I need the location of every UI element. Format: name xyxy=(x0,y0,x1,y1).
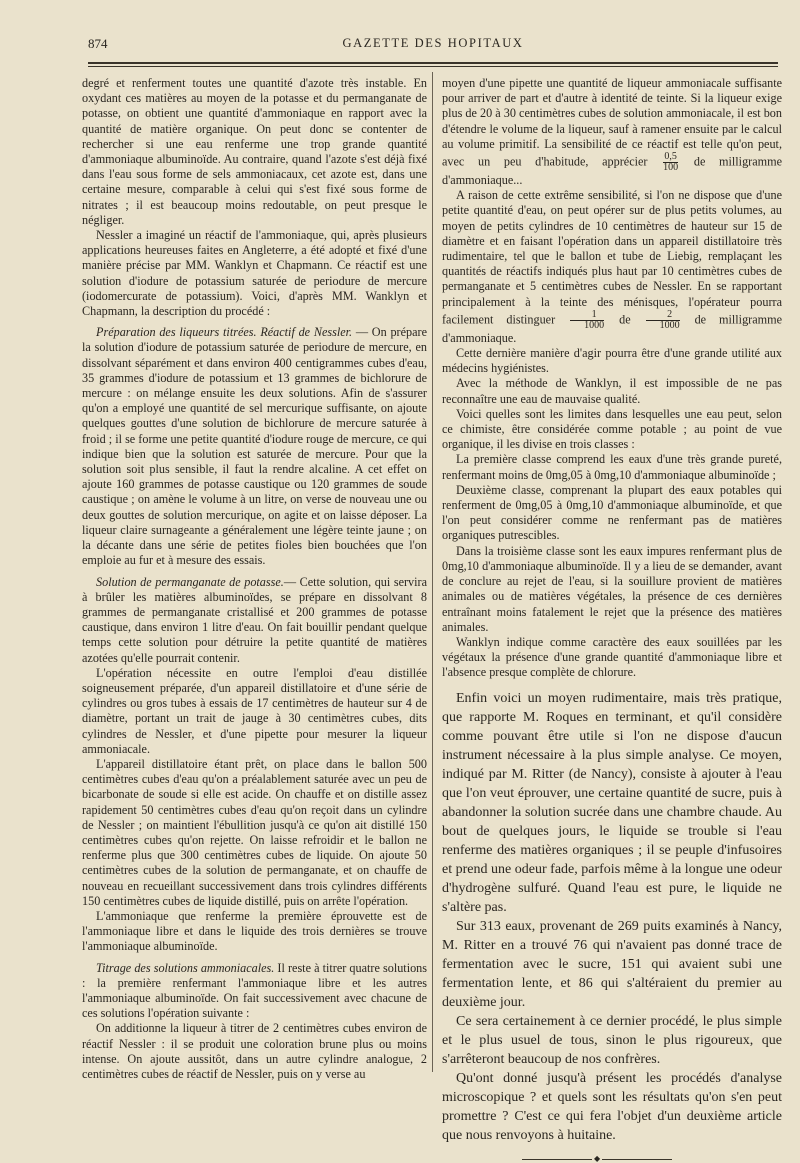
header-rule-thin xyxy=(88,66,778,67)
fraction-denominator: 1000 xyxy=(659,319,680,331)
paragraph: La première classe comprend les eaux d'une très grande pureté, renfermant moins de 0mg,05 à 0mg,10 d'ammoniaque albuminoïde ; xyxy=(442,452,782,482)
paragraph: Cette dernière manière d'agir pourra être d'une grande utilité aux médecins hygiénistes. xyxy=(442,346,782,376)
right-column xyxy=(442,76,782,1163)
diamond-icon: ◆ xyxy=(594,1153,601,1163)
paragraph: Nessler a imaginé un réactif de l'ammoniaque, qui, après plusieurs applications heureuses faites en Angleterre, a été adopté et fixé d'une manière précise par MM. Wanklyn et Chapmann. Ce réactif est une solution d'iodure de potassium saturée de periodure de mercure (iodomercurate de potassium). Voici, d'après MM. Wanklyn et Chapmann, la description du procédé : xyxy=(82,228,427,319)
section-heading: Titrage des solutions ammoniacales. xyxy=(96,960,275,975)
column-separator xyxy=(432,72,433,1072)
paragraph-text: de milligramme d'ammoniaque... xyxy=(442,154,782,188)
paragraph: Wanklyn indique comme caractère des eaux souillées par les végétaux la présence d'une grande quantité d'ammoniaque libre et l'absence presque complète de chlorure. xyxy=(442,634,782,680)
paragraph: Avec la méthode de Wanklyn, il est impossible de ne pas reconnaître une eau de mauvaise qualité. xyxy=(442,376,782,406)
paragraph: Deuxième classe, comprenant la plupart des eaux potables qui renferment de 0mg,05 à 0mg,10 d'ammoniaque albuminoïde, et que l'on peut considérer comme ne renfermant pas de matières organiques putrescibles. xyxy=(442,482,782,543)
paragraph xyxy=(82,325,427,568)
section-heading: Préparation des liqueurs titrées. Réactif de Nessler. xyxy=(96,325,353,340)
paragraph-text: de xyxy=(606,312,644,327)
paragraph: degré et renferment toutes une quantité d'azote très instable. En oxydant ces matières au moyen de la potasse et du permanganate de potasse, on obtient une quantité d'ammoniaque en rapport avec la quantité de matière organique. On peut donc se contenter de rechercher si une eau renferme une trop grande quantité d'ammoniaque albuminoïde. Au contraire, quand l'azote s'est déjà fixé dans l'eau sous forme de sels ammoniacaux, cet azote est, dans une certaine mesure, comparable à celui qui s'est fixé sous forme de nitrates ; il est beaucoup moins redoutable, on peut presque le négliger. xyxy=(82,76,427,227)
end-ornament xyxy=(522,1155,672,1163)
page-header xyxy=(88,34,778,56)
journal-title: GAZETTE DES HOPITAUX xyxy=(342,36,524,50)
fraction xyxy=(663,152,678,173)
fraction-numerator: 1 xyxy=(570,310,604,321)
paragraph xyxy=(442,76,782,188)
paragraph: On additionne la liqueur à titrer de 2 centimètres cubes environ de réactif Nessler : il se produit une coloration brune plus ou moins intense. On ajoute aussitôt, dans un autre cylindre analogue, 2 centimètres cubes de réactif de Nessler, puis on y verse au xyxy=(82,1021,427,1081)
paragraph xyxy=(82,575,427,666)
header-rule-thick xyxy=(88,62,778,64)
paragraph xyxy=(442,188,782,346)
fraction-denominator: 100 xyxy=(663,162,679,174)
fraction xyxy=(570,310,604,331)
fraction xyxy=(646,310,680,331)
paragraph: Dans la troisième classe sont les eaux impures renfermant plus de 0mg,10 d'ammoniaque albuminoïde. Il y a lieu de se demander, avant de conclure au rejet de l'eau, si la souillure provient de matières animales ou de matières végétales, la présence de ces dernières entraînant moins fatalement le rejet que la présence des matières animales. xyxy=(442,543,782,634)
paragraph-text: A raison de cette extrême sensibilité, si l'on ne dispose que d'une petite quantité d'eau, on peut opérer sur de plus petits volumes, au moyen de petits cylindres de 10 centimètres de hauteur sur 15 de diamètre et en faisant l'opération dans un appareil distillatoire très rudimentaire, tel que le ballon et tube de Liebig, remplaçant les quantités de réactifs indiqués plus haut par 10 centimètres cubes de permanganate et 5 centimètres cubes de Nessler. En se rapportant principalement à la teinte des ménisques, l'opérateur pourra facilement distinguer xyxy=(442,188,782,327)
fraction-numerator: 2 xyxy=(646,310,680,321)
paragraph: Qu'ont donné jusqu'à présent les procédés d'analyse microscopique ? et quels sont les résultats qu'on s'en peut promettre ? C'est ce qui fera l'objet d'un deuxième article que nous renvoyons à huitaine. xyxy=(442,1070,782,1143)
fraction-denominator: 1000 xyxy=(584,319,605,331)
section-heading: Solution de permanganate de potasse. xyxy=(96,574,284,589)
paragraph: Enfin voici un moyen rudimentaire, mais très pratique, que rapporte M. Roques en terminant, et qu'il considère comme pouvant être utile si l'on ne dispose d'aucun instrument nécessaire à la plus simple analyse. Ce moyen, indiqué par M. Ritter (de Nancy), consiste à ajouter à l'eau que l'on veut éprouver, une certaine quantité de sucre, puis à abandonner la solution sucrée dans une chambre chaude. Au bout de quelques jours, le liquide se trouble si l'eau renferme des matières organiques ; il se peuple d'infusoires et prend une odeur fade, parfois même à la longue une odeur d'hydrogène sulfuré. Quand l'eau est pure, le liquide ne s'altère pas. xyxy=(442,690,782,915)
paragraph: L'ammoniaque que renferme la première éprouvette est de l'ammoniaque libre et dans le liquide des trois dernières se trouve l'ammoniaque albuminoïde. xyxy=(82,908,427,954)
paragraph: L'appareil distillatoire étant prêt, on place dans le ballon 500 centimètres cubes d'eau qu'on a préalablement saturée avec un peu de bicarbonate de soude si elle est acide. On chauffe et on distille assez rapidement 50 centimètres cubes d'eau qu'on reçoit dans un cylindre de Nessler ; on maintient l'ébullition jusqu'à ce qu'on ait distillé 150 centimètres cubes qu'on rejette. On laisse refroidir et le ballon ne renferme plus que 300 centimètres cubes de liquide. On ajoute 50 centimètres cubes de la solution de permanganate, et on chauffe de nouveau en recueillant successivement dans trois cylindres différents 150 centimètres cubes de liquide distillé, puis on arrête l'opération. xyxy=(82,756,427,908)
paragraph-text: de milligramme d'ammoniaque. xyxy=(442,312,782,345)
left-column xyxy=(82,76,427,1082)
paragraph-text: — On prépare la solution d'iodure de potassium saturée de periodure de mercure, en dissolvant séparément et dans environ 400 centigrammes cubes d'eau, 35 grammes d'iodure de potassium et 13 grammes de bichlorure de mercure : on mélange ensuite les deux solutions. Afin de s'assurer qu'on a employé une quantité de sel mercurique suffisante, on ajoute quelques gouttes d'une solution de bichlorure de mercure saturée à froid ; il se forme une petite quantité d'iodure rouge de mercure, ce qui indique bien que la solution est saturée de mercure. Pour que la solution soit plus sensible, il faut la rendre alcaline. A cet effet on ajoute 160 grammes de potasse caustique ou 120 grammes de soude caustique ; on amène le volume à un litre, on verse de nouveau une ou deux gouttes de solution mercurique, on agite et on laisse déposer. La liqueur claire surnageante a généralement une légère teinte jaune ; on la décante dans une série de petites fioles bien bouchées que l'on emploie au fur et à mesure des essais. xyxy=(82,325,427,568)
paragraph-text: — Cette solution, qui servira à brûler les matières albuminoïdes, se prépare en dissolvant 8 grammes de permanganate cristallisé et 200 grammes de potasse caustique, dans environ 1 litre d'eau. On fait bouillir pendant quelque temps cette solution pour détruire la petite quantité de matières azotées qu'elle pourrait contenir. xyxy=(82,574,427,665)
paragraph xyxy=(82,961,427,1022)
page-number: 874 xyxy=(88,36,108,51)
paragraph: Sur 313 eaux, provenant de 269 puits examinés à Nancy, M. Ritter en a trouvé 76 qui n'avaient pas donné trace de fermentation avec le sucre, 151 qui avaient subi une fermentation lente, et 86 qui s'altéraient du premier au deuxième jour. xyxy=(442,918,782,1010)
fraction-numerator: 0,5 xyxy=(664,151,677,163)
paragraph: Voici quelles sont les limites dans lesquelles une eau peut, selon ce chimiste, être considérée comme potable ; au point de vue organique, il les divise en trois classes : xyxy=(442,406,782,452)
paragraph-text: moyen d'une pipette une quantité de liqueur ammoniacale suffisante pour arriver de part et d'autre à identité de teinte. Si la liqueur exige plus de 20 à 30 centimètres cubes de solution ammoniacale, il est bon d'étendre le volume de la liqueur, sauf à ramener ensuite par le calcul au volume primitif. La sensibilité de ce réactif est telle qu'on peut, avec un peu d'habitude, apprécier xyxy=(442,76,782,169)
paragraph: Ce sera certainement à ce dernier procédé, le plus simple et le plus usuel de tous, sinon le plus rigoureux, que s'arrêteront beaucoup de nos confrères. xyxy=(442,1013,782,1067)
paragraph-text: Il reste à titrer quatre solutions : la première renfermant l'ammoniaque libre et les autres l'ammoniaque albuminoïde. On fait successivement avec chacune de ces solutions l'opération suivante : xyxy=(82,960,428,1021)
paragraph: L'opération nécessite en outre l'emploi d'eau distillée soigneusement préparée, d'un appareil distillatoire et d'une série de cylindres ou gros tubes à essais de 17 centimètres de hauteur sur 4 de diamètre, portant un trait de jauge à 30 centimètres cubes, dits cylindres de Nessler, et d'une pipette pour mesurer la liqueur ammoniacale. xyxy=(82,665,427,756)
large-type-section xyxy=(442,689,782,1145)
